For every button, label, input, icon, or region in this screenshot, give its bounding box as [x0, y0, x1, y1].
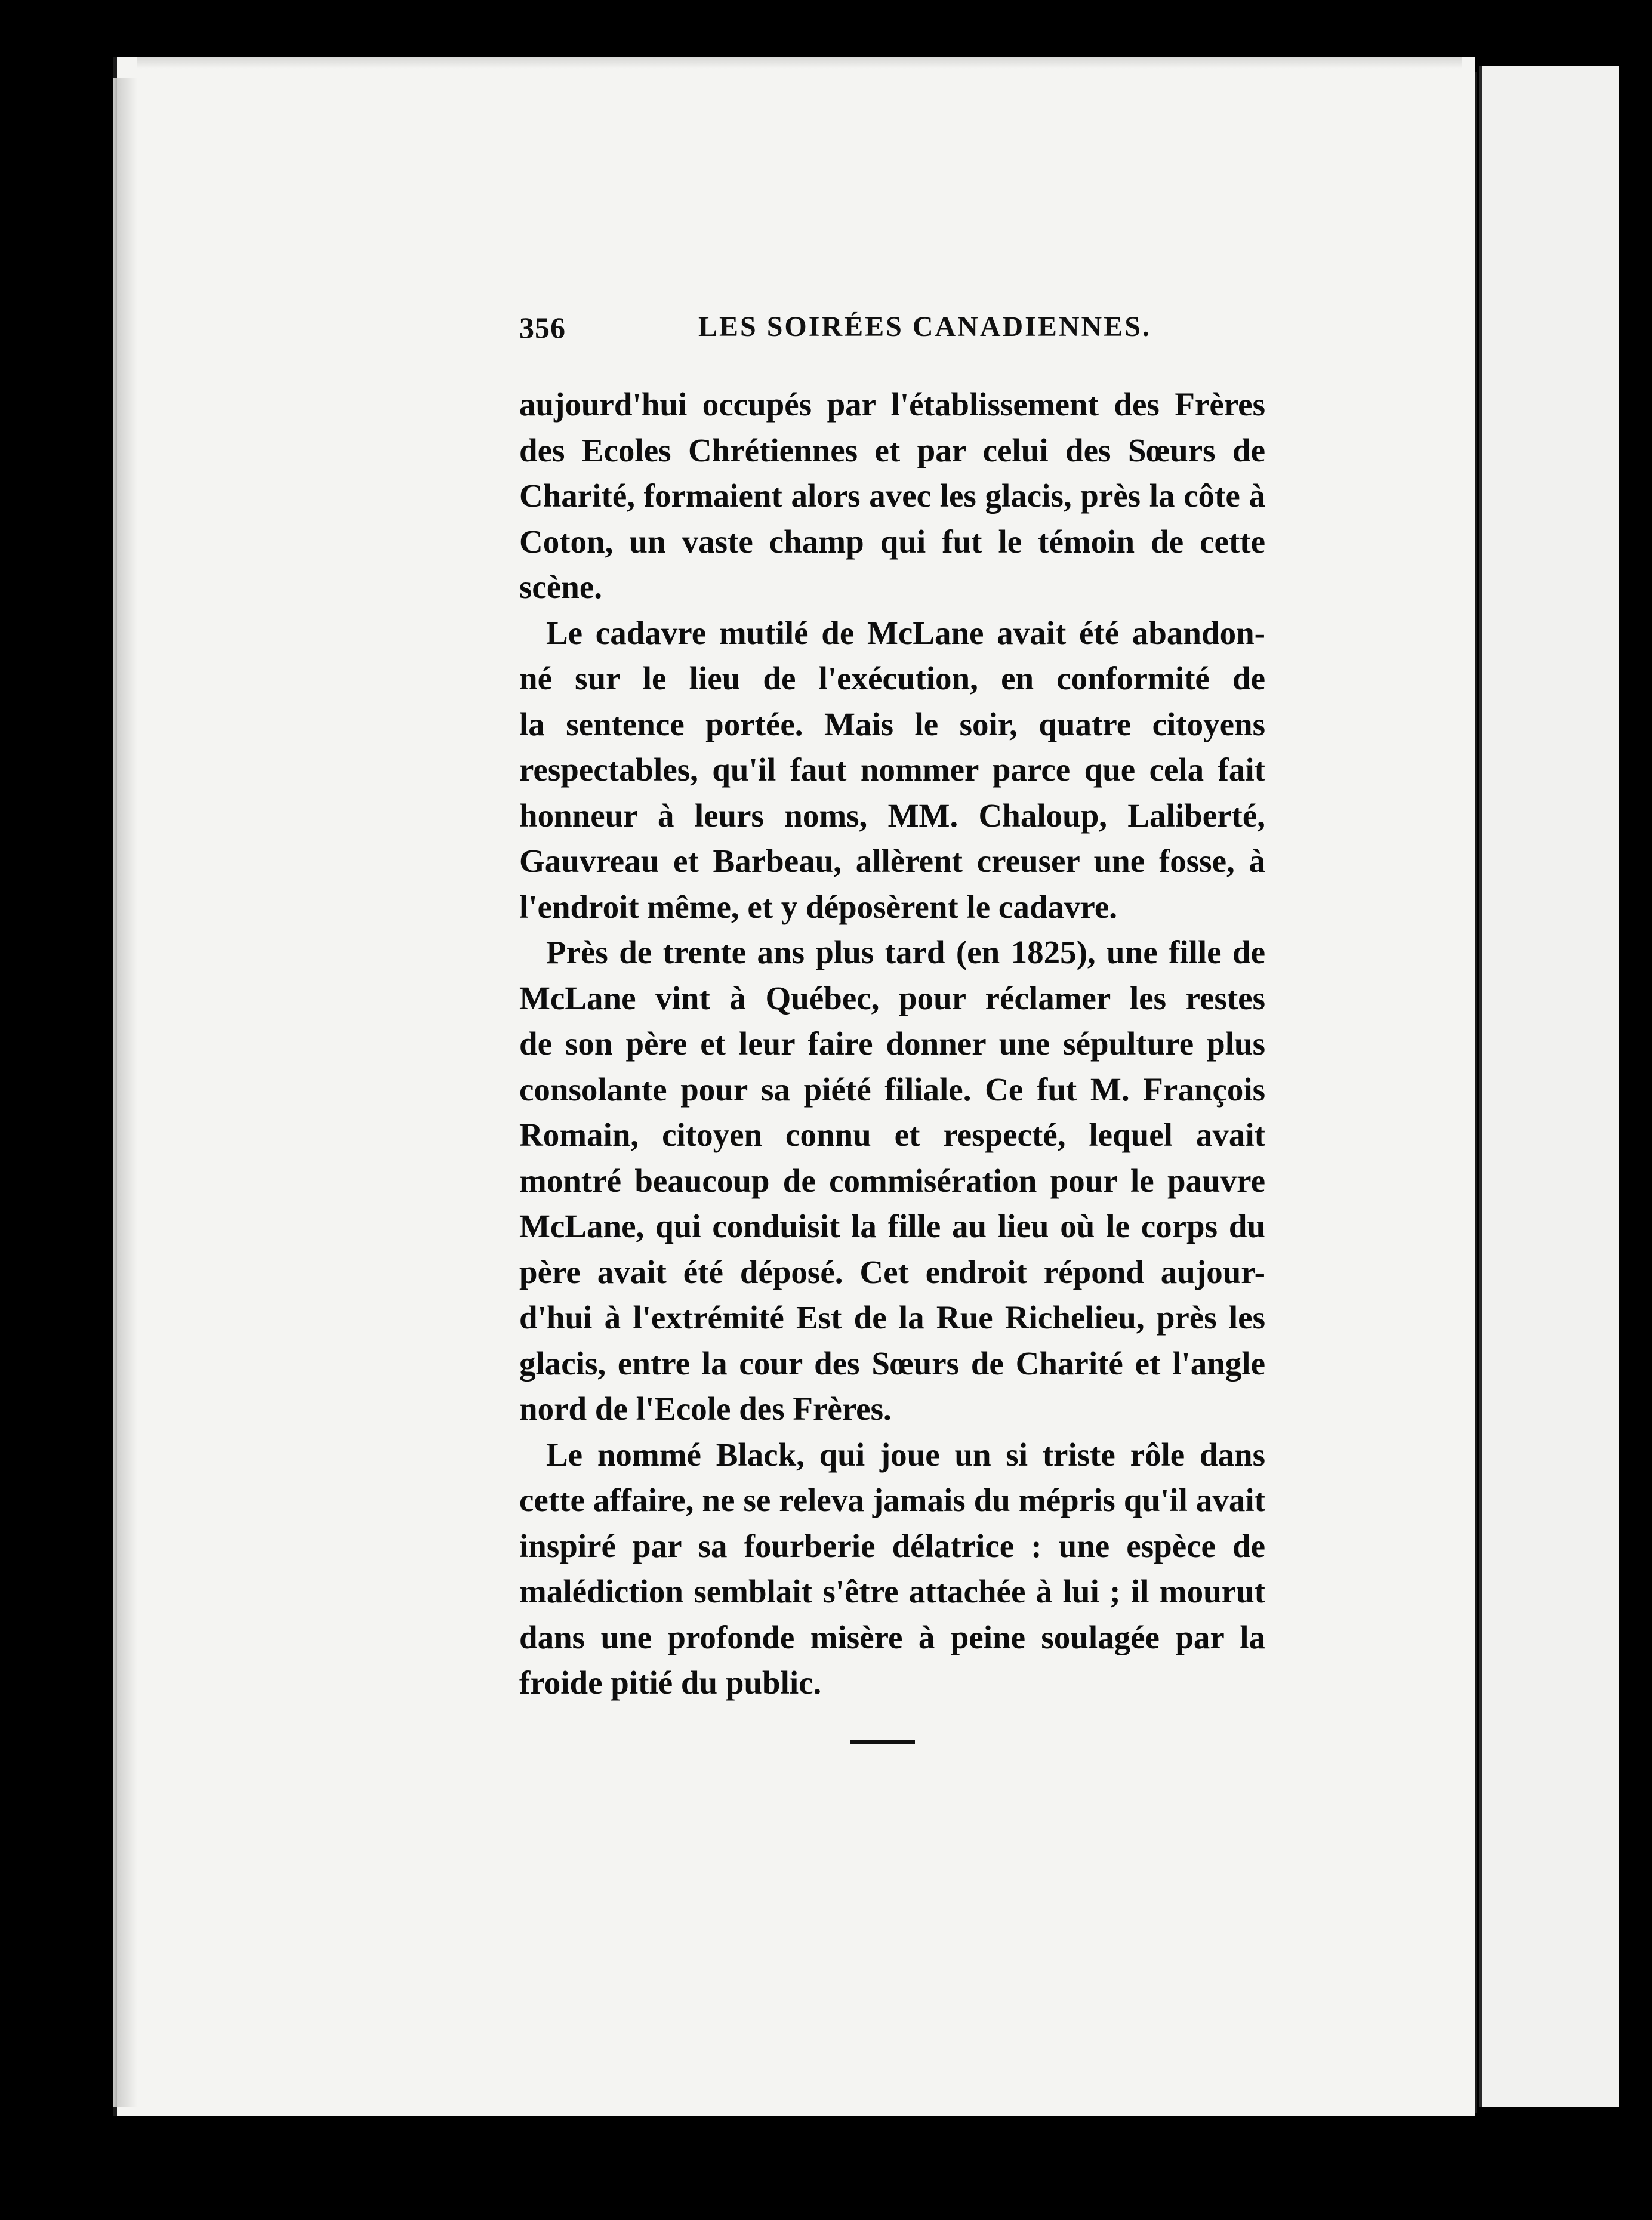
text-line: cette affaire, ne se releva jamais du mépris qu'il avait	[519, 1482, 1265, 1518]
text-line: d'hui à l'extrémité Est de la Rue Richelieu, près les	[519, 1299, 1265, 1336]
text-line: père avait été déposé. Cet endroit répond aujour-	[519, 1253, 1265, 1290]
paragraph-4	[519, 1432, 1265, 1706]
running-title: LES SOIRÉES CANADIENNES.	[698, 311, 1151, 343]
page-shadow-top	[137, 57, 1462, 69]
text-line: respectables, qu'il faut nommer parce que cela fait	[519, 751, 1265, 788]
page-number: 356	[519, 311, 566, 344]
text-line: honneur à leurs noms, MM. Chaloup, Laliberté,	[519, 797, 1265, 834]
text-line: Près de trente ans plus tard (en 1825), une fille de	[546, 934, 1265, 970]
text-line: des Ecoles Chrétiennes et par celui des Sœurs de	[519, 431, 1265, 468]
text-line: de son père et leur faire donner une sépulture plus	[519, 1025, 1265, 1062]
text-line: dans une profonde misère à peine soulagée par la	[519, 1618, 1265, 1655]
text-line: Coton, un vaste champ qui fut le témoin de cette	[519, 523, 1265, 560]
body-text	[519, 382, 1265, 1706]
text-line: Le cadavre mutilé de McLane avait été abandon-	[546, 614, 1265, 651]
text-line: McLane, qui conduisit la fille au lieu où le corps du	[519, 1208, 1265, 1244]
text-line: Charité, formaient alors avec les glacis, près la côte à	[519, 477, 1265, 514]
text-line: la sentence portée. Mais le soir, quatre citoyens	[519, 705, 1265, 742]
paragraph-2	[519, 610, 1265, 930]
text-line: froide pitié du public.	[519, 1664, 822, 1701]
page-shadow-left	[113, 78, 137, 2107]
text-line: Gauvreau et Barbeau, allèrent creuser une fosse, à	[519, 843, 1265, 879]
text-line: aujourd'hui occupés par l'établissement des Frères	[519, 386, 1265, 423]
text-line: Romain, citoyen connu et respecté, lequel avait	[519, 1117, 1265, 1153]
paragraph-3	[519, 930, 1265, 1432]
text-line: inspiré par sa fourberie délatrice : une espèce de	[519, 1527, 1265, 1564]
text-line: nord de l'Ecole des Frères.	[519, 1390, 892, 1427]
text-line: Le nommé Black, qui joue un si triste rôle dans	[546, 1436, 1265, 1473]
text-line: l'endroit même, et y déposèrent le cadavre.	[519, 888, 1118, 925]
facing-page-edge	[1479, 66, 1619, 2107]
text-line: né sur le lieu de l'exécution, en conformité de	[519, 660, 1265, 696]
text-line: montré beaucoup de commisération pour le pauvre	[519, 1162, 1265, 1199]
end-rule	[850, 1740, 915, 1744]
text-line: malédiction semblait s'être attachée à lui ; il mourut	[519, 1573, 1265, 1610]
text-line: consolante pour sa piété filiale. Ce fut M. François	[519, 1071, 1265, 1108]
text-line: scène.	[519, 569, 602, 605]
text-line: McLane vint à Québec, pour réclamer les restes	[519, 979, 1265, 1016]
running-header	[519, 310, 1271, 358]
text-line: glacis, entre la cour des Sœurs de Charité et l'angle	[519, 1345, 1265, 1382]
paragraph-1	[519, 382, 1265, 610]
